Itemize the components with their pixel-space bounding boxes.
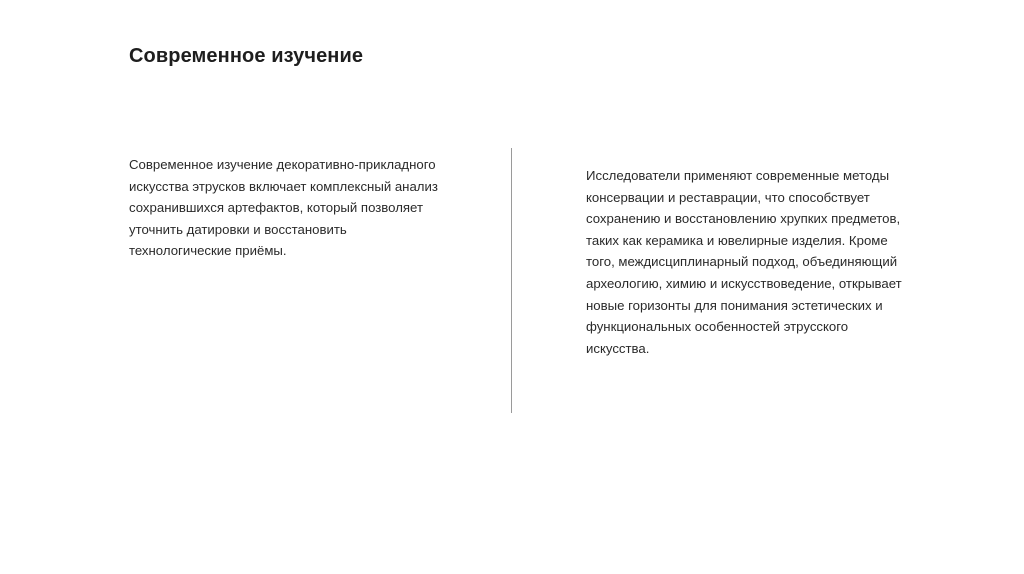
right-text-line: Исследователи применяют современные методы — [586, 168, 890, 183]
right-text-column — [586, 165, 946, 359]
right-text-line: археологию, химию и искусствоведение, открывает — [586, 275, 902, 291]
left-text-line: технологические приёмы. — [129, 243, 287, 259]
slide-title: Современное изучение — [129, 45, 364, 67]
column-divider — [511, 148, 512, 413]
right-text-line: новые горизонты для понимания эстетических и — [586, 297, 883, 313]
right-text-line: того, междисциплинарный подход, объединяющий — [586, 254, 898, 270]
left-text-line: искусства этрусков включает комплексный анализ — [129, 178, 438, 194]
left-text-line: уточнить датировки и восстановить — [129, 221, 347, 237]
right-text-line: таких как керамика и ювелирные изделия. Кроме — [586, 232, 888, 248]
left-text-column — [129, 154, 489, 262]
right-text-line: консервации и реставрации, что способствует — [586, 189, 870, 205]
right-text-line: искусства. — [586, 340, 650, 356]
left-text-line: сохранившихся артефактов, который позволяет — [129, 200, 423, 216]
right-text-line: сохранению и восстановлению хрупких предметов, — [586, 211, 901, 227]
right-text-line: функциональных особенностей этрусского — [586, 319, 849, 335]
left-text-line: Современное изучение декоративно-прикладного — [129, 157, 436, 172]
